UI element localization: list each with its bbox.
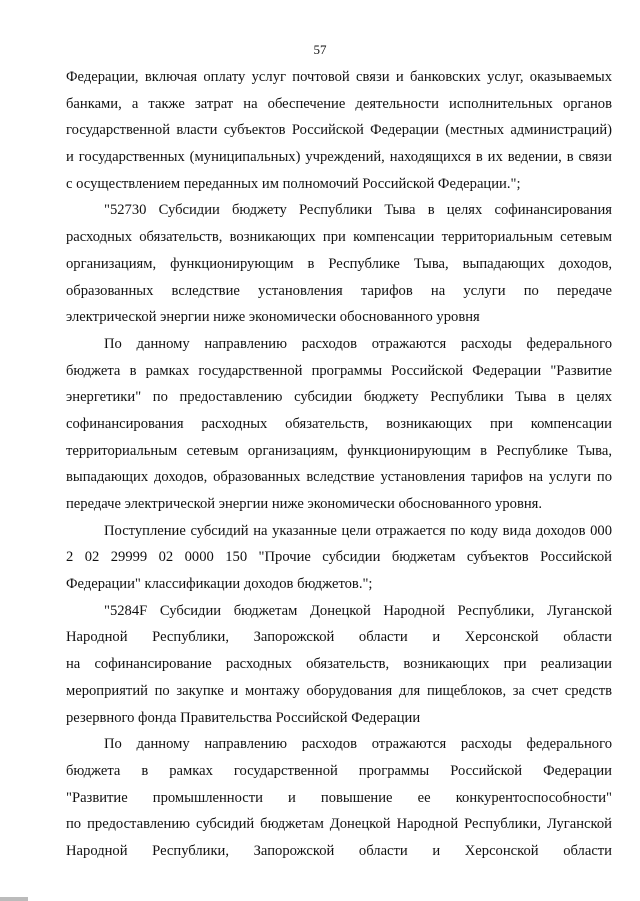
text-line: "52730 Субсидии бюджету Республики Тыва в целях софинансирования bbox=[104, 202, 612, 219]
text-line: мероприятий по закупке и монтажу оборудования для пищеблоков, за счет средств bbox=[66, 682, 612, 699]
text-line: "5284F Субсидии бюджетам Донецкой Народной Республики, Луганской bbox=[104, 602, 612, 619]
text-line: расходных обязательств, возникающих при компенсации территориальным сетевым bbox=[66, 229, 612, 246]
text-line: Федерации" классификации доходов бюджетов."; bbox=[66, 576, 373, 593]
text-line: энергетики" по предоставлению субсидии бюджету Республики Тыва в целях bbox=[66, 389, 612, 406]
text-line: на софинансирование расходных обязательств, возникающих при реализации bbox=[66, 656, 612, 673]
document-body bbox=[66, 64, 612, 865]
text-line: Федерации, включая оплату услуг почтовой связи и банковских услуг, оказываемых bbox=[66, 69, 612, 85]
text-line: образованных вследствие установления тарифов на услуги по передаче bbox=[66, 282, 612, 299]
text-line: передаче электрической энергии ниже экономически обоснованного уровня. bbox=[66, 496, 543, 512]
text-line: электрической энергии ниже экономически обоснованного уровня bbox=[66, 309, 480, 326]
text-line: Поступление субсидий на указанные цели отражается по коду вида доходов 000 bbox=[104, 522, 612, 539]
text-line: банками, а также затрат на обеспечение деятельности исполнительных органов bbox=[66, 95, 612, 112]
page-number: 57 bbox=[313, 42, 327, 57]
text-line: государственной власти субъектов Российской Федерации (местных администраций) bbox=[66, 122, 612, 139]
text-line: По данному направлению расходов отражаются расходы федерального bbox=[104, 335, 612, 352]
text-line: с осуществлением переданных им полномочий Российской Федерации."; bbox=[66, 175, 521, 192]
text-line: резервного фонда Правительства Российской Федерации bbox=[66, 709, 421, 726]
text-line: Народной Республики, Запорожской области и Херсонской области bbox=[66, 842, 612, 859]
scan-artifact bbox=[0, 897, 28, 901]
text-line: и государственных (муниципальных) учреждений, находящихся в их ведении, в связи bbox=[66, 149, 612, 166]
text-line: по предоставлению субсидий бюджетам Донецкой Народной Республики, Луганской bbox=[66, 816, 612, 833]
text-line: организациям, функционирующим в Республике Тыва, выпадающих доходов, bbox=[66, 255, 612, 272]
text-line: "Развитие промышленности и повышение ее конкурентоспособности" bbox=[66, 789, 612, 806]
text-line: бюджета в рамках государственной программы Российской Федерации bbox=[66, 762, 612, 779]
text-line: 2 02 29999 02 0000 150 "Прочие субсидии бюджетам субъектов Российской bbox=[66, 549, 612, 566]
text-line: софинансирования расходных обязательств, возникающих при компенсации bbox=[66, 415, 612, 432]
text-line: По данному направлению расходов отражаются расходы федерального bbox=[104, 736, 612, 753]
text-line: территориальным сетевым организациям, функционирующим в Республике Тыва, bbox=[66, 442, 612, 459]
text-line: выпадающих доходов, образованных вследствие установления тарифов на услуги по bbox=[66, 469, 612, 486]
text-line: бюджета в рамках государственной программы Российской Федерации "Развитие bbox=[66, 362, 612, 379]
text-line: Народной Республики, Запорожской области и Херсонской области bbox=[66, 629, 612, 646]
